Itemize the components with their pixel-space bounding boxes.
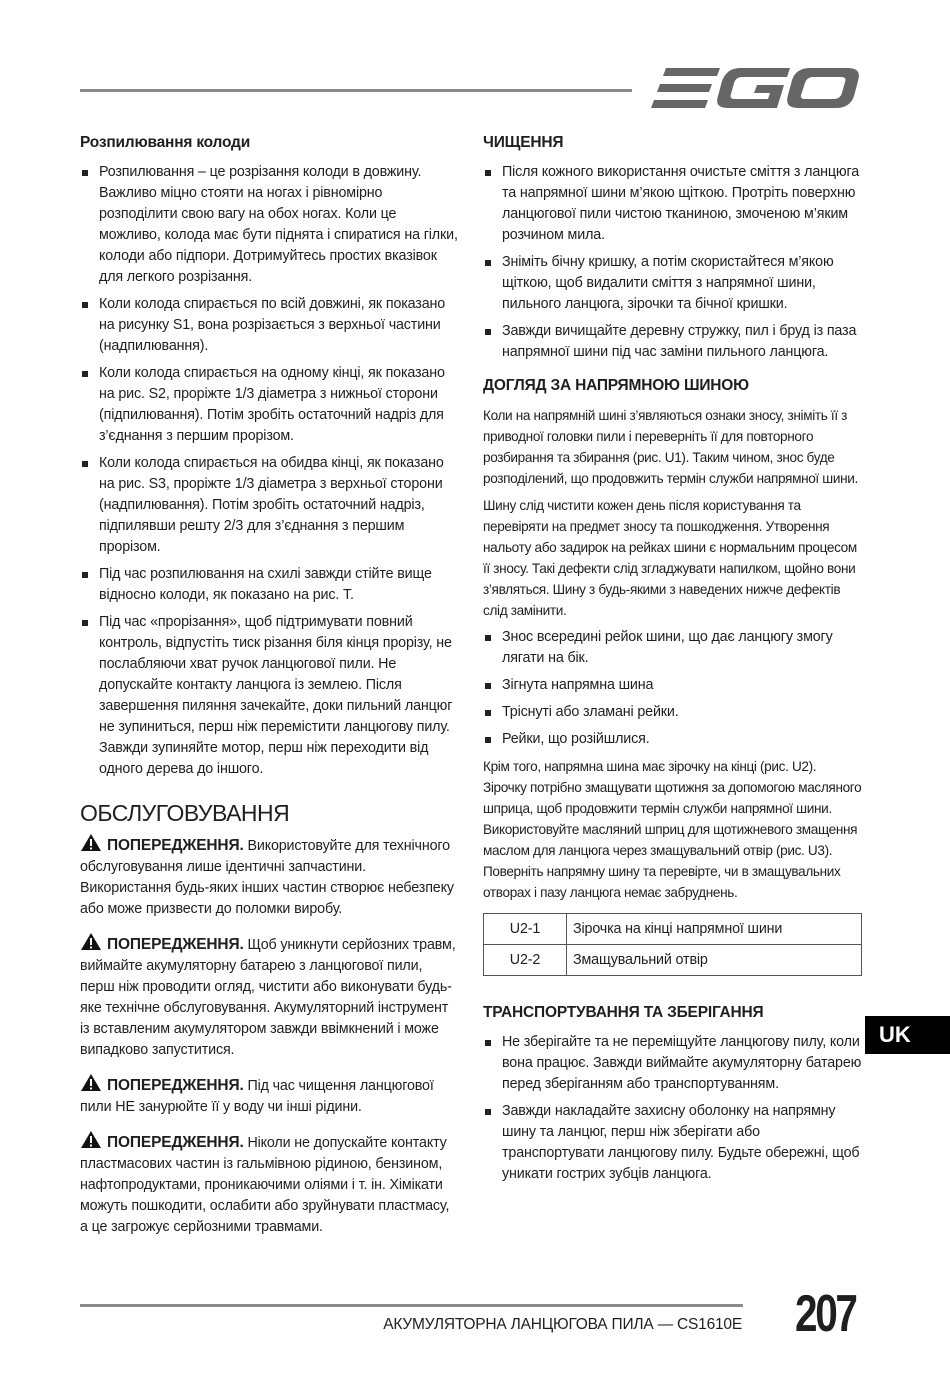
list-item: Коли колода спирається по всій довжині, як показано на рисунку S1, вона розрізається з верхньої частини (надпилювання).	[80, 294, 458, 357]
warning-label: ПОПЕРЕДЖЕННЯ.	[107, 1077, 244, 1094]
list-item: Під час розпилювання на схилі завжди стійте вище відносно колоди, як показано на рис. T.	[80, 564, 458, 606]
warning-label: ПОПЕРЕДЖЕННЯ.	[107, 1134, 244, 1151]
warning-triangle-icon	[80, 833, 102, 852]
transport-heading: ТРАНСПОРТУВАННЯ ТА ЗБЕРІГАННЯ	[483, 1004, 764, 1021]
cleaning-heading: ЧИЩЕННЯ	[483, 134, 564, 151]
warning-label: ПОПЕРЕДЖЕННЯ.	[107, 936, 244, 953]
legend-code: U2-2	[484, 945, 567, 976]
left-column	[80, 134, 458, 1250]
warning-block	[80, 932, 458, 1061]
bar-defects-list	[483, 627, 863, 750]
list-item: Розпилювання – це розрізання колоди в довжину. Важливо міцно стояти на ногах і рівномірно розподілити свою вагу на обох ногах. Коли це можливо, колода має бути піднята і спиратися на гілки, колоди або підпори. Дотримуйтесь простих вказівок для легкого розрізання.	[80, 162, 458, 288]
list-item: Завжди вичищайте деревну стружку, пил і бруд із паза напрямної шини під час заміни пильного ланцюга.	[483, 321, 863, 363]
log-sawing-list	[80, 162, 458, 780]
warning-triangle-icon	[80, 932, 102, 951]
ego-logo	[650, 64, 862, 112]
warning-text: Під час чищення ланцюгової пили НЕ занурюйте її у воду чи інші рідини.	[80, 1078, 434, 1115]
page-number: 207	[795, 1285, 856, 1343]
transport-list	[483, 1032, 863, 1185]
list-item: Зігнута напрямна шина	[483, 675, 863, 696]
warning-block	[80, 833, 458, 920]
list-item: Після кожного використання очистьте сміття з ланцюга та напрямної шини м’якою щіткою. Протріть поверхню ланцюгової пили чистою тканиною, змоченою м’яким розчином мила.	[483, 162, 863, 246]
figure-legend-table	[483, 913, 862, 976]
legend-code: U2-1	[484, 914, 567, 945]
legend-label: Зірочка на кінці напрямної шини	[567, 914, 862, 945]
legend-label: Змащувальний отвір	[567, 945, 862, 976]
list-item: Зніміть бічну кришку, а потім скористайтеся м’якою щіткою, щоб видалити сміття з напрямної шини, пильного ланцюга, зірочки та бічної кришки.	[483, 252, 863, 315]
cleaning-list	[483, 162, 863, 363]
warning-text: Щоб уникнути серйозних травм, виймайте акумуляторну батарею з ланцюгової пили, перш ніж проводити огляд, чистити або виконувати будь-яке технічне обслуговування. Акумуляторний інструмент із вставленим акумулятором завжди ввімкнений і може випадково запуститися.	[80, 937, 456, 1058]
list-item: Не зберігайте та не переміщуйте ланцюгову пилу, коли вона працює. Завжди виймайте акумуляторну батарею перед зберіганням або транспортуванням.	[483, 1032, 863, 1095]
footer-rule	[80, 1304, 743, 1307]
language-tab: UK	[865, 1016, 950, 1054]
warning-triangle-icon	[80, 1130, 102, 1149]
header-rule	[80, 89, 632, 92]
maintenance-heading: ОБСЛУГОВУВАННЯ	[80, 800, 290, 826]
list-item: Знос всередині рейок шини, що дає ланцюгу змогу лягати на бік.	[483, 627, 863, 669]
list-item: Завжди накладайте захисну оболонку на напрямну шину та ланцюг, перш ніж зберігати або транспортувати ланцюгову пилу. Будьте обережні, щоб уникати гострих зубців ланцюга.	[483, 1101, 863, 1185]
list-item: Під час «прорізання», щоб підтримувати повний контроль, відпустіть тиск різання біля кінця прорізу, не послабляючи хват ручок ланцюгової пили. Не допускайте контакту ланцюга із землею. Після завершення пиляння зачекайте, доки пильний ланцюг не зупиниться, перш ніж перемістити ланцюгову пилу. Завжди зупиняйте мотор, перш ніж переходити від одного дерева до іншого.	[80, 612, 458, 780]
warning-label: ПОПЕРЕДЖЕННЯ.	[107, 837, 244, 854]
right-column	[483, 134, 863, 1191]
warning-text: Використовуйте для технічного обслуговування лише ідентичні запчастини. Використання будь-яких інших частин створює небезпеку або може призвести до поломки виробу.	[80, 838, 454, 917]
warning-text: Ніколи не допускайте контакту пластмасових частин із гальмівною рідиною, бензином, нафтопродуктами, проникаючими оліями і т. ін. Хімікати можуть пошкодити, ослабити або зруйнувати пластмасу, а це загрожує серйозними травмами.	[80, 1135, 450, 1235]
list-item: Тріснуті або зламані рейки.	[483, 702, 863, 723]
bar-care-paragraph: Шину слід чистити кожен день після користування та перевіряти на предмет зносу та пошкодження. Утворення нальоту або задирок на рейках шини є нормальним процесом її зносу. Такі дефекти слід згладжувати напилком, щойно вони з’являться. Шину з будь-якими з наведених нижче дефектів слід замінити.	[483, 498, 857, 618]
warning-block	[80, 1073, 458, 1118]
list-item: Коли колода спирається на обидва кінці, як показано на рис. S3, проріжте 1/3 діаметра з верхньої сторони (надпилювання). Потім зробіть остаточний надріз, підпилявши решту 2/3 для з’єднання з першим прорізом.	[80, 453, 458, 558]
bar-care-paragraph: Крім того, напрямна шина має зірочку на кінці (рис. U2). Зірочку потрібно змащувати щотижня за допомогою масляного шприца, щоб продовжити термін служби напрямної шини. Використовуйте масляний шприц для щотижневого змащення маслом для ланцюга через змащувальний отвір (рис. U3). Поверніть напрямну шину та перевірте, чи в змащувальних отворах і пазу ланцюга немає забруднень.	[483, 759, 862, 900]
table-row	[484, 914, 862, 945]
list-item: Коли колода спирається на одному кінці, як показано на рис. S2, проріжте 1/3 діаметра з нижньої сторони (підпилювання). Потім зробіть остаточний надріз для з’єднання з першим прорізом.	[80, 363, 458, 447]
warning-block	[80, 1130, 458, 1238]
log-sawing-heading: Розпилювання колоди	[80, 134, 251, 151]
footer-title: АКУМУЛЯТОРНА ЛАНЦЮГОВА ПИЛА — CS1610E	[383, 1316, 742, 1333]
bar-care-paragraph: Коли на напрямній шині з’являються ознаки зносу, зніміть її з приводної головки пили і переверніть її для повторного розбирання та збирання (рис. U1). Таким чином, знос буде розподілений, що продовжить термін служби напрямної шини.	[483, 408, 858, 486]
bar-care-heading: ДОГЛЯД ЗА НАПРЯМНОЮ ШИНОЮ	[483, 377, 749, 394]
list-item: Рейки, що розійшлися.	[483, 729, 863, 750]
warning-triangle-icon	[80, 1073, 102, 1092]
table-row	[484, 945, 862, 976]
